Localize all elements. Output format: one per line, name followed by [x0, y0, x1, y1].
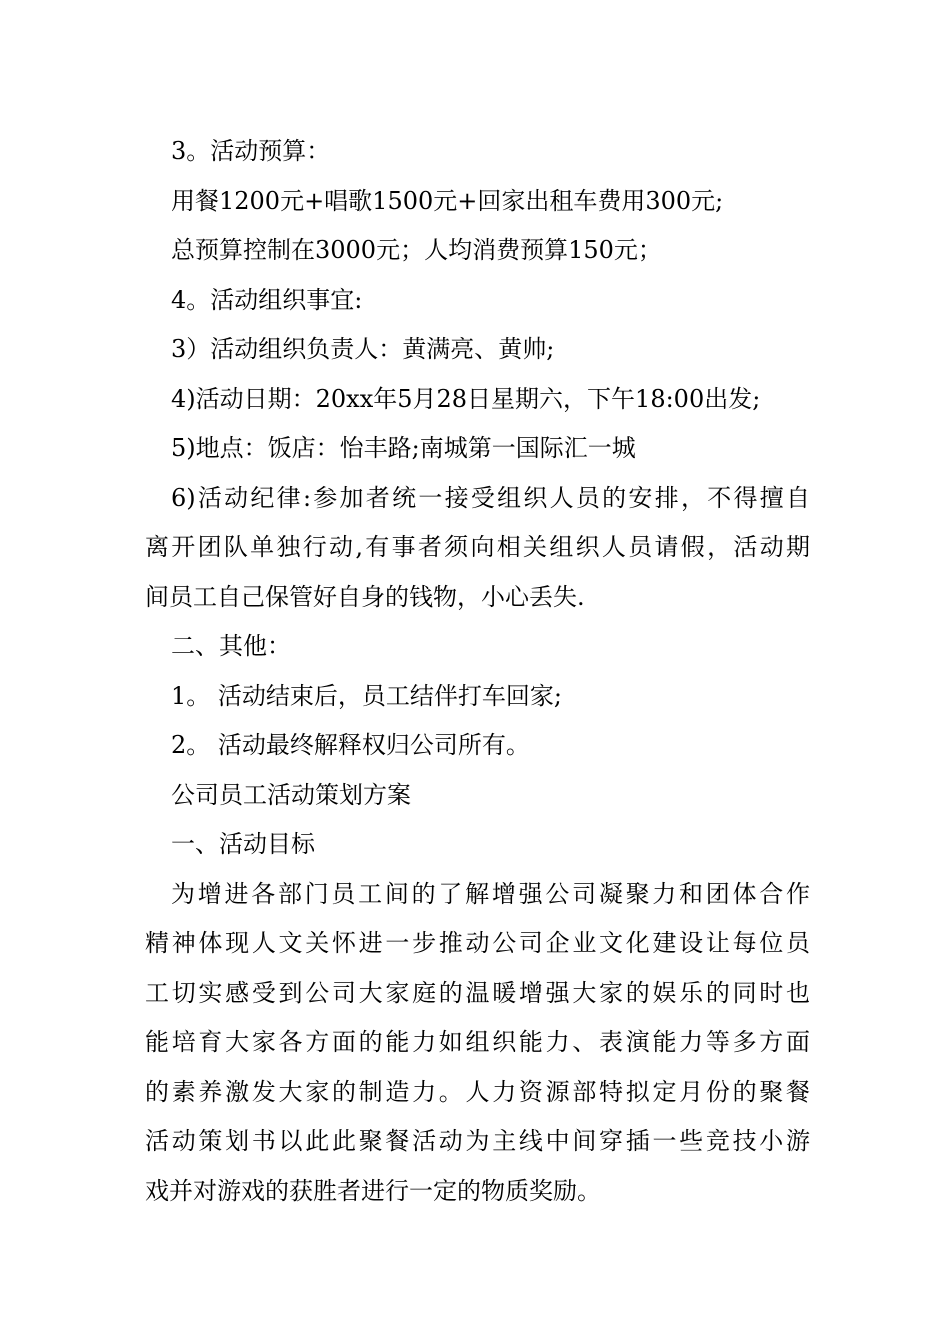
other-item-1: 1。 活动结束后，员工结伴打车回家; [171, 681, 562, 710]
organization-item-6-line-1: 6)活动纪律:参加者统一接受组织人员的安排，不得擅自 [171, 483, 810, 512]
budget-line-1: 用餐1200元+唱歌1500元+回家出租车费用300元; [171, 186, 724, 215]
goal-paragraph-line-7: 戏并对游戏的获胜者进行一定的物质奖励。 [145, 1176, 601, 1205]
goal-paragraph-line-3: 工切实感受到公司大家庭的温暖增强大家的娱乐的同时也 [145, 978, 810, 1007]
goal-paragraph-line-5: 的素养激发大家的制造力。人力资源部特拟定月份的聚餐 [145, 1077, 810, 1106]
other-item-2: 2。 活动最终解释权归公司所有。 [171, 731, 530, 759]
organization-item-5: 5)地点：饭店：怡丰路;南城第一国际汇一城 [171, 434, 636, 462]
goal-paragraph-line-4: 能培育大家各方面的能力如组织能力、表演能力等多方面 [145, 1028, 810, 1056]
goal-heading: 一、活动目标 [171, 830, 315, 858]
budget-heading: 3。活动预算： [171, 137, 331, 165]
plan-title: 公司员工活动策划方案 [171, 780, 411, 809]
goal-paragraph-line-1: 为增进各部门员工间的了解增强公司凝聚力和团体合作 [171, 879, 810, 908]
budget-line-2: 总预算控制在3000元；人均消费预算150元； [171, 236, 662, 264]
document-body [145, 127, 810, 1216]
organization-item-3: 3）活动组织负责人：黄满亮、黄帅; [171, 335, 555, 363]
organization-item-4: 4)活动日期：20xx年5月28日星期六，下午18:00出发; [171, 384, 761, 413]
organization-heading: 4。活动组织事宜: [171, 285, 363, 314]
organization-item-6-line-3: 间员工自己保管好自身的钱物，小心丢失. [145, 582, 585, 611]
goal-paragraph-line-6: 活动策划书以此此聚餐活动为主线中间穿插一些竞技小游 [145, 1127, 810, 1155]
other-heading: 二、其他： [171, 632, 291, 660]
goal-paragraph-line-2: 精神体现人文关怀进一步推动公司企业文化建设让每位员 [145, 929, 810, 957]
organization-item-6-line-2: 离开团队单独行动,有事者须向相关组织人员请假，活动期 [145, 533, 810, 561]
